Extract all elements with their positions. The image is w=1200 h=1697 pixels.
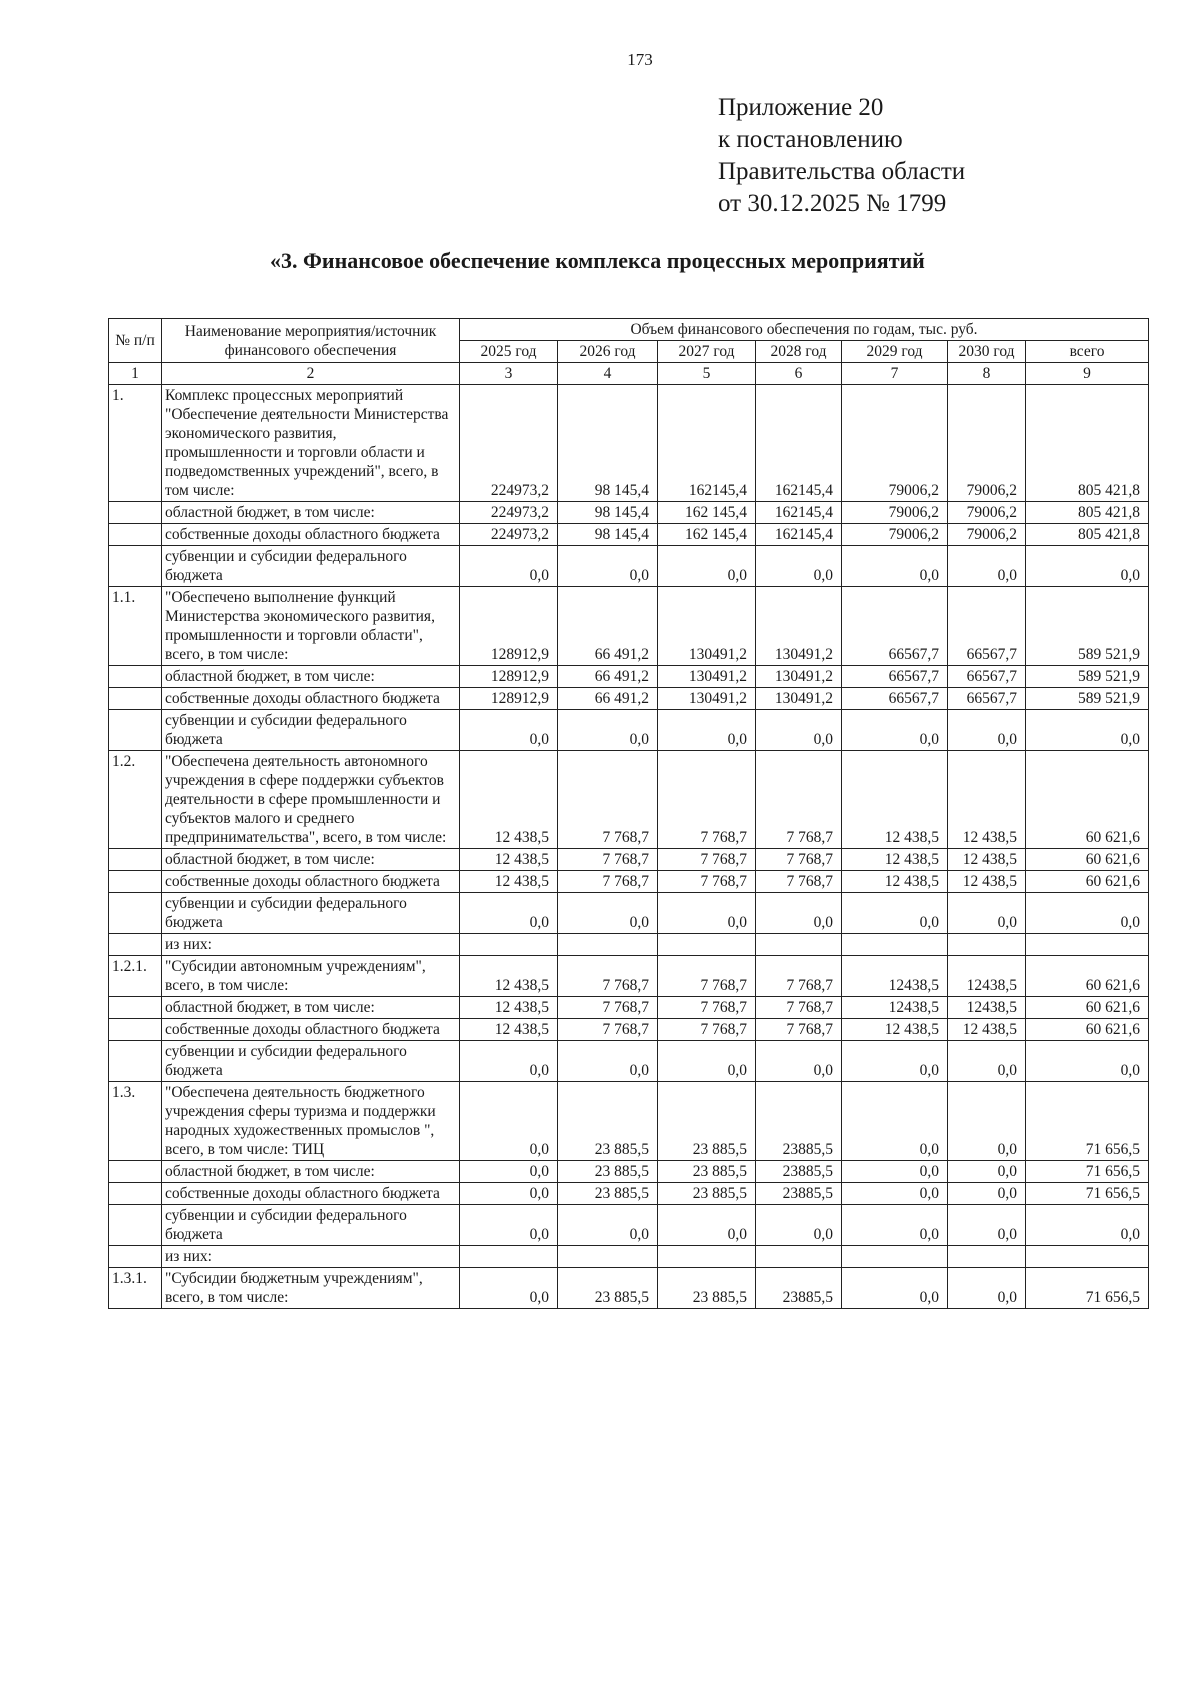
header-volume: Объем финансового обеспечения по годам, тыс. руб. bbox=[460, 319, 1149, 341]
table-row bbox=[109, 1161, 1149, 1183]
row-value: 805 421,8 bbox=[1026, 385, 1149, 502]
row-value: 130491,2 bbox=[658, 688, 756, 710]
row-value: 71 656,5 bbox=[1026, 1161, 1149, 1183]
row-value: 0,0 bbox=[658, 546, 756, 587]
row-value: 0,0 bbox=[842, 546, 948, 587]
row-number: 1.3.1. bbox=[109, 1268, 162, 1309]
row-name: областной бюджет, в том числе: bbox=[162, 997, 460, 1019]
table-row bbox=[109, 1246, 1149, 1268]
row-value: 98 145,4 bbox=[558, 524, 658, 546]
row-value bbox=[756, 934, 842, 956]
table-row bbox=[109, 666, 1149, 688]
row-value: 7 768,7 bbox=[756, 871, 842, 893]
row-value: 12438,5 bbox=[948, 956, 1026, 997]
header-year-2028: 2028 год bbox=[756, 341, 842, 363]
row-value: 130491,2 bbox=[756, 688, 842, 710]
row-value: 0,0 bbox=[948, 1082, 1026, 1161]
row-name: "Субсидии автономным учреждениям", всего, в том числе: bbox=[162, 956, 460, 997]
row-value: 60 621,6 bbox=[1026, 751, 1149, 849]
row-value: 7 768,7 bbox=[756, 956, 842, 997]
row-value: 23 885,5 bbox=[558, 1183, 658, 1205]
row-value: 7 768,7 bbox=[658, 849, 756, 871]
row-value: 12 438,5 bbox=[842, 751, 948, 849]
row-number bbox=[109, 1161, 162, 1183]
row-name: "Обеспечена деятельность автономного учреждения в сфере поддержки субъектов деятельности в сфере промышленности и субъектов малого и среднего предпринимательства", всего, в том числе: bbox=[162, 751, 460, 849]
row-value bbox=[842, 934, 948, 956]
table-row bbox=[109, 849, 1149, 871]
table-row bbox=[109, 1205, 1149, 1246]
table-row bbox=[109, 587, 1149, 666]
table-row bbox=[109, 546, 1149, 587]
row-value: 224973,2 bbox=[460, 524, 558, 546]
section-title: «3. Финансовое обеспечение комплекса процессных мероприятий bbox=[270, 248, 925, 273]
row-value: 66567,7 bbox=[842, 587, 948, 666]
row-value: 60 621,6 bbox=[1026, 849, 1149, 871]
row-value: 23 885,5 bbox=[558, 1082, 658, 1161]
row-value: 0,0 bbox=[558, 546, 658, 587]
row-value: 12 438,5 bbox=[948, 849, 1026, 871]
row-name: собственные доходы областного бюджета bbox=[162, 871, 460, 893]
header-name: Наименование мероприятия/источник финансового обеспечения bbox=[162, 319, 460, 363]
row-value: 0,0 bbox=[756, 1205, 842, 1246]
table-row bbox=[109, 1082, 1149, 1161]
row-name: областной бюджет, в том числе: bbox=[162, 849, 460, 871]
row-value: 66567,7 bbox=[842, 688, 948, 710]
index-cell: 2 bbox=[162, 363, 460, 385]
row-value: 12 438,5 bbox=[948, 871, 1026, 893]
row-value: 0,0 bbox=[658, 1041, 756, 1082]
table-row bbox=[109, 1268, 1149, 1309]
row-value: 79006,2 bbox=[842, 502, 948, 524]
appendix-line-3: Правительства области bbox=[718, 158, 966, 185]
row-name: "Субсидии бюджетным учреждениям", всего, в том числе: bbox=[162, 1268, 460, 1309]
row-number bbox=[109, 1205, 162, 1246]
row-number bbox=[109, 1041, 162, 1082]
row-value: 12 438,5 bbox=[460, 871, 558, 893]
row-value: 60 621,6 bbox=[1026, 956, 1149, 997]
row-value: 162145,4 bbox=[756, 524, 842, 546]
row-value: 7 768,7 bbox=[558, 871, 658, 893]
row-number bbox=[109, 688, 162, 710]
header-year-2029: 2029 год bbox=[842, 341, 948, 363]
row-value bbox=[948, 1246, 1026, 1268]
row-name: Комплекс процессных мероприятий "Обеспечение деятельности Министерства экономического развития, промышленности и торговли области и подведомственных учреждений", всего, в том числе: bbox=[162, 385, 460, 502]
row-number bbox=[109, 893, 162, 934]
row-value: 0,0 bbox=[842, 1041, 948, 1082]
row-value: 23885,5 bbox=[756, 1161, 842, 1183]
row-value: 7 768,7 bbox=[658, 751, 756, 849]
row-value: 7 768,7 bbox=[756, 751, 842, 849]
row-name: субвенции и субсидии федерального бюджета bbox=[162, 1205, 460, 1246]
row-value: 0,0 bbox=[658, 893, 756, 934]
row-value: 162 145,4 bbox=[658, 502, 756, 524]
row-value: 0,0 bbox=[842, 1183, 948, 1205]
row-value: 12438,5 bbox=[842, 956, 948, 997]
row-value: 7 768,7 bbox=[558, 1019, 658, 1041]
row-value: 66 491,2 bbox=[558, 666, 658, 688]
table-row bbox=[109, 1019, 1149, 1041]
row-value: 0,0 bbox=[460, 1082, 558, 1161]
page-number: 173 bbox=[627, 50, 653, 69]
row-name: субвенции и субсидии федерального бюджета bbox=[162, 893, 460, 934]
row-number bbox=[109, 849, 162, 871]
row-number: 1.1. bbox=[109, 587, 162, 666]
row-number bbox=[109, 524, 162, 546]
row-name: собственные доходы областного бюджета bbox=[162, 1019, 460, 1041]
index-cell: 4 bbox=[558, 363, 658, 385]
row-value: 0,0 bbox=[460, 1183, 558, 1205]
row-value: 7 768,7 bbox=[558, 997, 658, 1019]
row-value bbox=[658, 1246, 756, 1268]
row-value: 0,0 bbox=[842, 1268, 948, 1309]
row-value: 7 768,7 bbox=[658, 956, 756, 997]
row-number: 1.2.1. bbox=[109, 956, 162, 997]
row-value: 12 438,5 bbox=[842, 849, 948, 871]
row-value: 7 768,7 bbox=[558, 956, 658, 997]
row-number: 1.3. bbox=[109, 1082, 162, 1161]
row-value: 805 421,8 bbox=[1026, 524, 1149, 546]
row-value: 66567,7 bbox=[948, 666, 1026, 688]
row-value: 0,0 bbox=[948, 1183, 1026, 1205]
header-no: № п/п bbox=[109, 319, 162, 363]
row-number bbox=[109, 1019, 162, 1041]
row-value: 66 491,2 bbox=[558, 587, 658, 666]
row-name: "Обеспечена деятельность бюджетного учреждения сферы туризма и поддержки народных художественных промыслов ", всего, в том числе: ТИЦ bbox=[162, 1082, 460, 1161]
row-value: 224973,2 bbox=[460, 502, 558, 524]
row-value: 0,0 bbox=[460, 1205, 558, 1246]
row-value bbox=[460, 1246, 558, 1268]
row-value: 0,0 bbox=[756, 1041, 842, 1082]
row-value bbox=[1026, 934, 1149, 956]
row-value: 0,0 bbox=[842, 1205, 948, 1246]
row-value: 12 438,5 bbox=[460, 1019, 558, 1041]
row-value: 0,0 bbox=[756, 546, 842, 587]
row-number bbox=[109, 997, 162, 1019]
header-row bbox=[109, 319, 1149, 341]
table-row bbox=[109, 893, 1149, 934]
row-value: 0,0 bbox=[1026, 1205, 1149, 1246]
row-value: 0,0 bbox=[948, 1205, 1026, 1246]
row-value: 12 438,5 bbox=[460, 956, 558, 997]
table-body bbox=[109, 319, 1149, 1309]
table-row bbox=[109, 524, 1149, 546]
row-value: 0,0 bbox=[948, 1041, 1026, 1082]
row-value: 0,0 bbox=[460, 893, 558, 934]
row-name: "Обеспечено выполнение функций Министерства экономического развития, промышленности и торговли области", всего, в том числе: bbox=[162, 587, 460, 666]
table-row bbox=[109, 934, 1149, 956]
row-value: 0,0 bbox=[558, 893, 658, 934]
row-value: 12 438,5 bbox=[460, 849, 558, 871]
row-value: 128912,9 bbox=[460, 666, 558, 688]
row-name: собственные доходы областного бюджета bbox=[162, 524, 460, 546]
row-value: 0,0 bbox=[948, 546, 1026, 587]
financing-table bbox=[108, 318, 1149, 1309]
row-value: 23885,5 bbox=[756, 1082, 842, 1161]
row-value: 0,0 bbox=[842, 710, 948, 751]
row-value: 79006,2 bbox=[842, 385, 948, 502]
row-value: 23 885,5 bbox=[658, 1082, 756, 1161]
row-value: 12 438,5 bbox=[948, 751, 1026, 849]
row-value: 71 656,5 bbox=[1026, 1268, 1149, 1309]
row-number bbox=[109, 871, 162, 893]
row-value: 0,0 bbox=[1026, 893, 1149, 934]
row-value: 0,0 bbox=[948, 1161, 1026, 1183]
row-value: 162 145,4 bbox=[658, 524, 756, 546]
row-number bbox=[109, 546, 162, 587]
row-value: 128912,9 bbox=[460, 587, 558, 666]
row-value: 130491,2 bbox=[658, 666, 756, 688]
row-value: 805 421,8 bbox=[1026, 502, 1149, 524]
row-value: 60 621,6 bbox=[1026, 871, 1149, 893]
row-name: субвенции и субсидии федерального бюджета bbox=[162, 710, 460, 751]
row-name: собственные доходы областного бюджета bbox=[162, 688, 460, 710]
row-value: 7 768,7 bbox=[756, 997, 842, 1019]
row-value bbox=[1026, 1246, 1149, 1268]
row-value: 7 768,7 bbox=[558, 849, 658, 871]
index-row bbox=[109, 363, 1149, 385]
row-name: субвенции и субсидии федерального бюджета bbox=[162, 1041, 460, 1082]
row-value: 66567,7 bbox=[842, 666, 948, 688]
row-value: 0,0 bbox=[658, 710, 756, 751]
row-value: 0,0 bbox=[948, 893, 1026, 934]
row-value: 0,0 bbox=[460, 1041, 558, 1082]
row-name: областной бюджет, в том числе: bbox=[162, 666, 460, 688]
row-value: 66 491,2 bbox=[558, 688, 658, 710]
header-year-2026: 2026 год bbox=[558, 341, 658, 363]
row-value: 128912,9 bbox=[460, 688, 558, 710]
row-value: 224973,2 bbox=[460, 385, 558, 502]
row-value: 0,0 bbox=[558, 1041, 658, 1082]
row-value: 0,0 bbox=[460, 546, 558, 587]
row-number bbox=[109, 710, 162, 751]
row-value: 98 145,4 bbox=[558, 502, 658, 524]
row-value: 589 521,9 bbox=[1026, 587, 1149, 666]
appendix-line-4: от 30.12.2025 № 1799 bbox=[718, 190, 947, 217]
table-row bbox=[109, 502, 1149, 524]
row-name: областной бюджет, в том числе: bbox=[162, 502, 460, 524]
row-value: 12 438,5 bbox=[460, 997, 558, 1019]
row-number bbox=[109, 934, 162, 956]
row-value: 0,0 bbox=[460, 1268, 558, 1309]
row-value: 0,0 bbox=[1026, 546, 1149, 587]
row-value: 0,0 bbox=[842, 1082, 948, 1161]
row-value: 0,0 bbox=[460, 1161, 558, 1183]
row-value: 23885,5 bbox=[756, 1268, 842, 1309]
row-value bbox=[948, 934, 1026, 956]
row-value: 0,0 bbox=[756, 710, 842, 751]
row-value: 79006,2 bbox=[842, 524, 948, 546]
row-value: 60 621,6 bbox=[1026, 997, 1149, 1019]
row-value: 12 438,5 bbox=[460, 751, 558, 849]
row-value: 79006,2 bbox=[948, 524, 1026, 546]
row-value: 23 885,5 bbox=[658, 1161, 756, 1183]
row-value bbox=[558, 934, 658, 956]
row-value bbox=[460, 934, 558, 956]
header-year-2025: 2025 год bbox=[460, 341, 558, 363]
row-value: 162145,4 bbox=[756, 385, 842, 502]
row-value bbox=[842, 1246, 948, 1268]
row-name: собственные доходы областного бюджета bbox=[162, 1183, 460, 1205]
row-value: 23885,5 bbox=[756, 1183, 842, 1205]
row-value: 7 768,7 bbox=[756, 1019, 842, 1041]
row-value: 12438,5 bbox=[842, 997, 948, 1019]
row-value: 23 885,5 bbox=[558, 1161, 658, 1183]
index-cell: 1 bbox=[109, 363, 162, 385]
row-value: 0,0 bbox=[1026, 1041, 1149, 1082]
row-value: 12 438,5 bbox=[842, 871, 948, 893]
table-row bbox=[109, 751, 1149, 849]
row-number bbox=[109, 1183, 162, 1205]
row-value: 0,0 bbox=[842, 893, 948, 934]
table-row bbox=[109, 1041, 1149, 1082]
row-value: 0,0 bbox=[558, 1205, 658, 1246]
row-value: 162145,4 bbox=[658, 385, 756, 502]
header-year-2030: 2030 год bbox=[948, 341, 1026, 363]
table-row bbox=[109, 1183, 1149, 1205]
row-value: 12 438,5 bbox=[948, 1019, 1026, 1041]
row-value: 589 521,9 bbox=[1026, 666, 1149, 688]
appendix-block bbox=[718, 92, 965, 220]
row-value bbox=[558, 1246, 658, 1268]
row-value: 0,0 bbox=[948, 1268, 1026, 1309]
row-value: 98 145,4 bbox=[558, 385, 658, 502]
table-row bbox=[109, 710, 1149, 751]
row-value: 0,0 bbox=[756, 893, 842, 934]
row-value: 162145,4 bbox=[756, 502, 842, 524]
row-value: 589 521,9 bbox=[1026, 688, 1149, 710]
row-value: 0,0 bbox=[460, 710, 558, 751]
row-value: 79006,2 bbox=[948, 502, 1026, 524]
row-value: 130491,2 bbox=[756, 587, 842, 666]
row-value: 7 768,7 bbox=[756, 849, 842, 871]
row-value bbox=[658, 934, 756, 956]
header-total: всего bbox=[1026, 341, 1149, 363]
row-name: из них: bbox=[162, 934, 460, 956]
row-value: 60 621,6 bbox=[1026, 1019, 1149, 1041]
table-row bbox=[109, 956, 1149, 997]
row-value: 0,0 bbox=[558, 710, 658, 751]
index-cell: 9 bbox=[1026, 363, 1149, 385]
row-name: из них: bbox=[162, 1246, 460, 1268]
row-name: субвенции и субсидии федерального бюджета bbox=[162, 546, 460, 587]
table-row bbox=[109, 688, 1149, 710]
row-number bbox=[109, 1246, 162, 1268]
row-value: 7 768,7 bbox=[658, 997, 756, 1019]
row-value: 66567,7 bbox=[948, 688, 1026, 710]
row-number: 1.2. bbox=[109, 751, 162, 849]
row-number: 1. bbox=[109, 385, 162, 502]
index-cell: 5 bbox=[658, 363, 756, 385]
appendix-line-1: Приложение 20 bbox=[718, 94, 884, 121]
row-value: 7 768,7 bbox=[658, 1019, 756, 1041]
index-cell: 6 bbox=[756, 363, 842, 385]
row-value: 0,0 bbox=[1026, 710, 1149, 751]
row-number bbox=[109, 502, 162, 524]
row-value bbox=[756, 1246, 842, 1268]
row-value: 12438,5 bbox=[948, 997, 1026, 1019]
row-value: 71 656,5 bbox=[1026, 1183, 1149, 1205]
row-value: 0,0 bbox=[842, 1161, 948, 1183]
row-value: 130491,2 bbox=[658, 587, 756, 666]
table-row bbox=[109, 871, 1149, 893]
table-row bbox=[109, 385, 1149, 502]
row-value: 71 656,5 bbox=[1026, 1082, 1149, 1161]
row-value: 0,0 bbox=[948, 710, 1026, 751]
row-value: 23 885,5 bbox=[658, 1183, 756, 1205]
index-cell: 7 bbox=[842, 363, 948, 385]
table-row bbox=[109, 997, 1149, 1019]
row-value: 23 885,5 bbox=[658, 1268, 756, 1309]
header-year-2027: 2027 год bbox=[658, 341, 756, 363]
appendix-line-2: к постановлению bbox=[718, 126, 903, 153]
row-value: 79006,2 bbox=[948, 385, 1026, 502]
index-cell: 8 bbox=[948, 363, 1026, 385]
row-value: 23 885,5 bbox=[558, 1268, 658, 1309]
row-value: 0,0 bbox=[658, 1205, 756, 1246]
row-name: областной бюджет, в том числе: bbox=[162, 1161, 460, 1183]
row-value: 66567,7 bbox=[948, 587, 1026, 666]
row-value: 12 438,5 bbox=[842, 1019, 948, 1041]
row-number bbox=[109, 666, 162, 688]
row-value: 7 768,7 bbox=[658, 871, 756, 893]
row-value: 130491,2 bbox=[756, 666, 842, 688]
row-value: 7 768,7 bbox=[558, 751, 658, 849]
index-cell: 3 bbox=[460, 363, 558, 385]
